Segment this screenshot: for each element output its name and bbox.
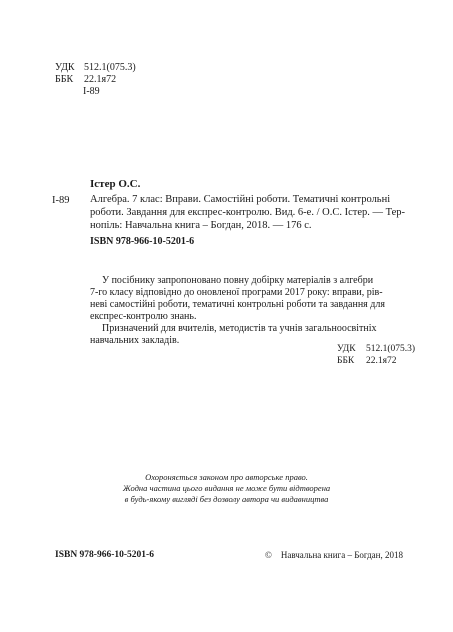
bbk-row [55, 74, 136, 86]
notice-line: в будь-якому вигляді без дозволу автора чи видавництва [124, 494, 329, 504]
annotation-line: 7-го класу відповідно до оновленої програми 2017 року: вправи, рів- [90, 287, 383, 298]
isbn-bibliographic: ISBN 978-966-10-5201-6 [90, 236, 195, 247]
annotation-line: У посібнику запропоновано повну добірку матеріалів з алгебри [102, 275, 374, 286]
author-name: Істер О.С. [90, 178, 141, 190]
udk-row [337, 343, 415, 355]
bibliographic-description [90, 193, 406, 232]
notice-line: Охороняється законом про авторське право. [145, 472, 308, 482]
annotation-classification [337, 343, 415, 367]
biblio-line: роботи. Завдання для експрес-контролю. Вид. 6-е. / О.С. Істер. — Тер- [90, 207, 406, 218]
udk-row [55, 62, 136, 74]
bbk-row [337, 355, 415, 367]
annotation-paragraph [90, 275, 412, 323]
copyright-symbol: © [265, 550, 272, 560]
bibliographic-code: І-89 [52, 195, 70, 206]
isbn-footer: ISBN 978-966-10-5201-6 [55, 550, 154, 560]
bbk-label: ББК [55, 74, 74, 85]
udk-label: УДК [55, 62, 75, 73]
udk-label: УДК [337, 344, 356, 354]
biblio-line: нопіль: Навчальна книга – Богдан, 2018. — 176 с. [90, 220, 312, 231]
bbk-label: ББК [337, 356, 355, 366]
udk-value: 512.1(075.3) [366, 344, 416, 354]
bbk-value: 22.1я72 [84, 74, 117, 85]
author-mark: І-89 [83, 86, 100, 97]
annotation-line: Призначений для вчителів, методистів та учнів загальноосвітніх [102, 323, 377, 334]
biblio-line: Алгебра. 7 клас: Вправи. Самостійні роботи. Тематичні контрольні [90, 194, 391, 205]
notice-line: Жодна частина цього видання не може бути відтворена [122, 483, 331, 493]
bbk-value: 22.1я72 [366, 356, 397, 366]
annotation-line: навчальних закладів. [90, 335, 180, 346]
udk-value: 512.1(075.3) [84, 62, 136, 73]
copyright-notice [0, 472, 453, 505]
annotation-line: неві самостійні роботи, тематичні контрольні роботи та завдання для [90, 299, 385, 310]
annotation [90, 275, 412, 347]
publisher-copyright: Навчальна книга – Богдан, 2018 [280, 550, 403, 560]
annotation-line: експрес-контролю знань. [90, 311, 197, 322]
copyright-line [265, 550, 403, 560]
classification-block [55, 62, 136, 98]
